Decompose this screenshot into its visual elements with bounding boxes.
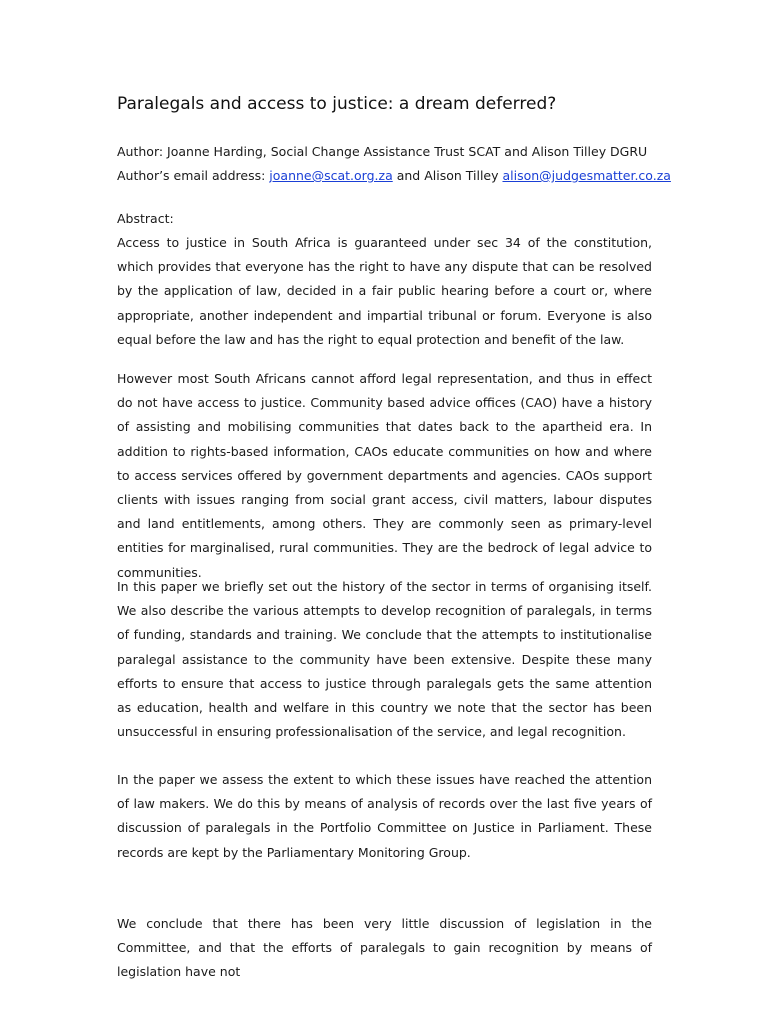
email-middle: and Alison Tilley bbox=[392, 168, 503, 183]
paragraph-5: We conclude that there has been very little discussion of legislation in the Committee, and that the efforts of paralegals to gain recognition by means of legislation have not bbox=[117, 916, 652, 980]
paragraph-2: However most South Africans cannot afford legal representation, and thus in effect do not have access to justice. Community based advice offices (CAO) have a history of assisting and mobilising communities that dates back to the apartheid era. In addition to rights-based information, CAOs educate communities on how and where to access services offered by government departments and agencies. CAOs support clients with issues ranging from social grant access, civil matters, labour disputes and land entitlements, among others. They are commonly seen as primary-level entities for marginalised, rural communities. They are the bedrock of legal advice to communities. bbox=[117, 371, 652, 580]
email-prefix: Author’s email address: bbox=[117, 168, 270, 183]
abstract-label: Abstract: bbox=[117, 211, 174, 226]
email-line bbox=[117, 164, 671, 188]
document-title: Paralegals and access to justice: a dream deferred? bbox=[117, 94, 557, 114]
author-line: Author: Joanne Harding, Social Change Assistance Trust SCAT and Alison Tilley DGRU bbox=[117, 144, 648, 159]
paragraph-1: Access to justice in South Africa is guaranteed under sec 34 of the constitution, which provides that everyone has the right to have any dispute that can be resolved by the application of law, decided in a fair public hearing before a court or, where appropriate, another independent and impartial tribunal or forum. Everyone is also equal before the law and has the right to equal protection and benefit of the law. bbox=[117, 235, 652, 347]
email-link-joanne[interactable]: joanne@scat.org.za bbox=[269, 168, 393, 183]
email-link-alison[interactable]: alison@judgesmatter.co.za bbox=[502, 168, 671, 183]
paragraph-4: In the paper we assess the extent to which these issues have reached the attention of law makers. We do this by means of analysis of records over the last five years of discussion of paralegals in the Portfolio Committee on Justice in Parliament. These records are kept by the Parliamentary Monitoring Group. bbox=[117, 772, 652, 860]
paragraph-3: In this paper we briefly set out the history of the sector in terms of organising itself. We also describe the various attempts to develop recognition of paralegals, in terms of funding, standards and training. We conclude that the attempts to institutionalise paralegal assistance to the community have been extensive. Despite these many efforts to ensure that access to justice through paralegals gets the same attention as education, health and welfare in this country we note that the sector has been unsuccessful in ensuring professionalisation of the service, and legal recognition. bbox=[117, 579, 652, 740]
